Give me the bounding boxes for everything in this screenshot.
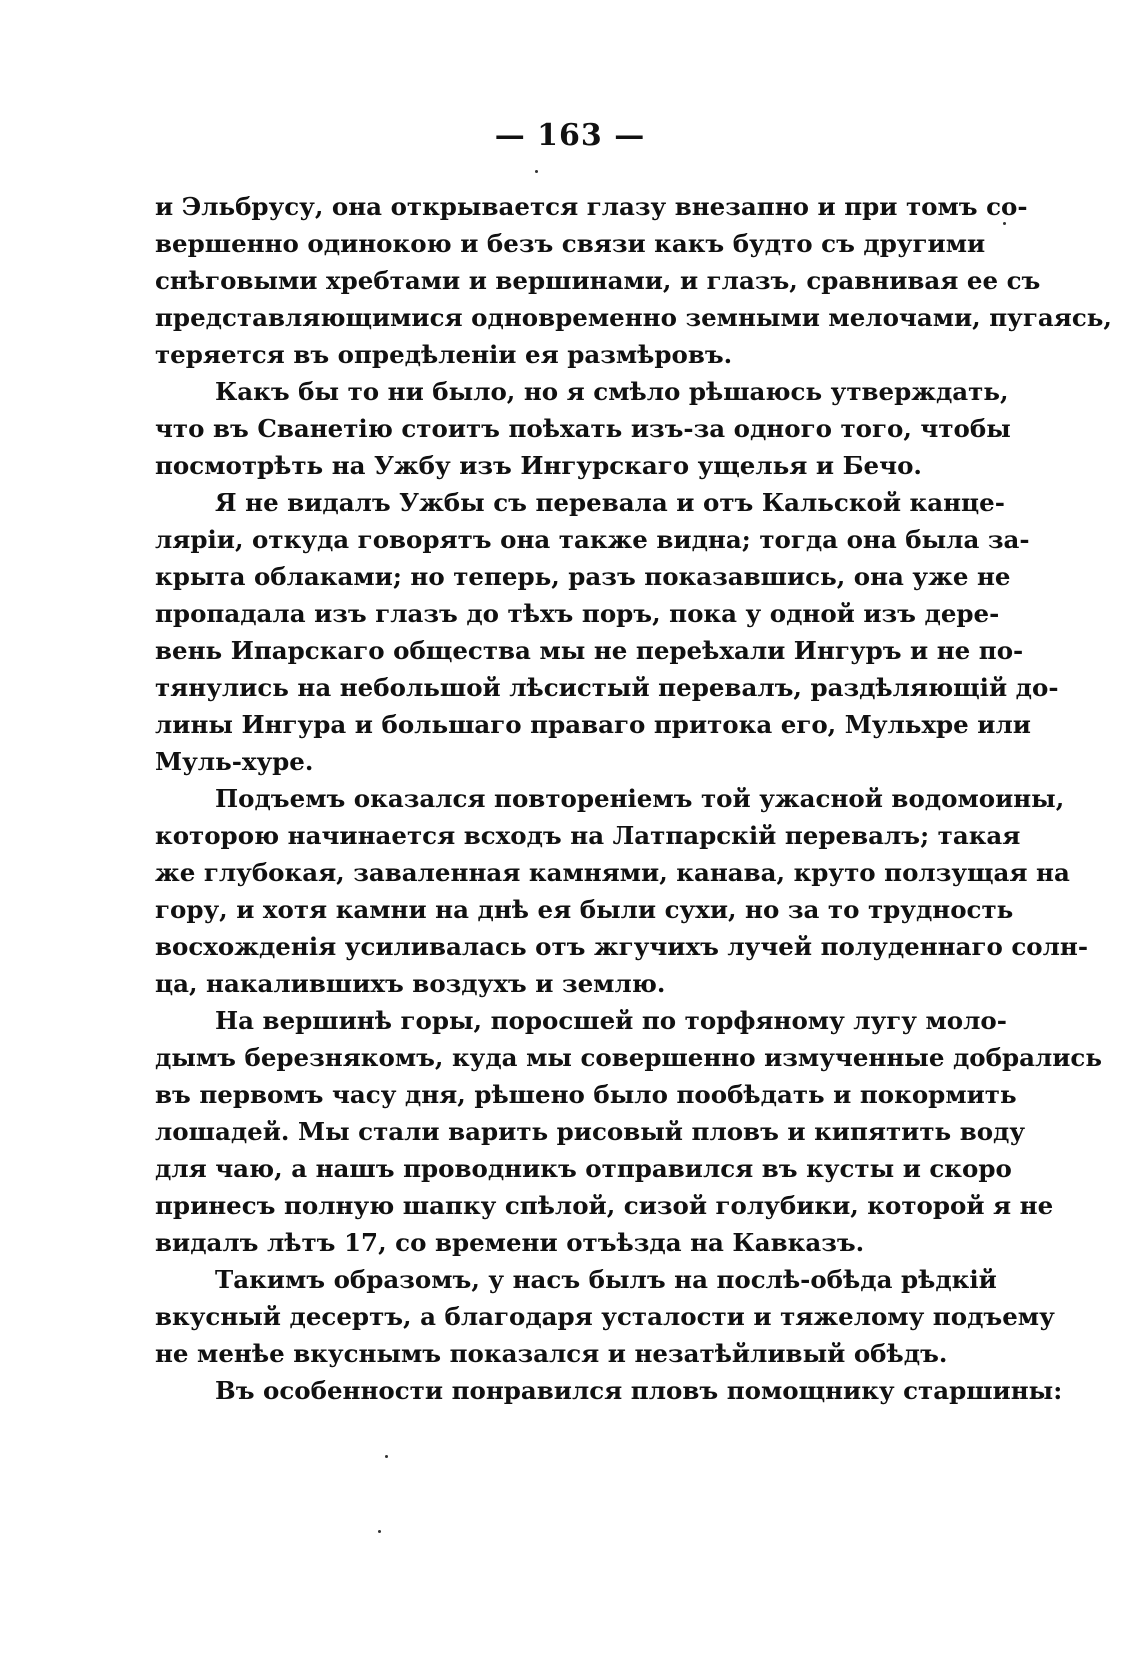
text-line: въ первомъ часу дня, рѣшено было пообѣдать и покормить (155, 1080, 1017, 1109)
text-line: представляющимися одновременно земными мелочами, пугаясь, (155, 303, 1112, 332)
text-line: На вершинѣ горы, поросшей по торфяному лугу моло- (215, 1006, 1007, 1035)
text-line: и Эльбрусу, она открывается глазу внезапно и при томъ со- (155, 192, 1028, 221)
text-line: же глубокая, заваленная камнями, канава, круто ползущая на (155, 858, 1070, 887)
page-number: — 163 — (494, 118, 646, 153)
text-line: теряется въ опредѣленіи ея размѣровъ. (155, 340, 733, 369)
text-line: посмотрѣть на Ужбу изъ Ингурскаго ущелья и Бечо. (155, 451, 922, 480)
text-line: не менѣе вкуснымъ показался и незатѣйливый обѣдъ. (155, 1339, 948, 1368)
text-line: Какъ бы то ни было, но я смѣло рѣшаюсь утверждать, (215, 377, 1009, 406)
text-line: крыта облаками; но теперь, разъ показавшись, она уже не (155, 562, 1011, 591)
scan-speck (378, 1530, 381, 1533)
text-line: ляріи, откуда говорятъ она также видна; тогда она была за- (155, 525, 1030, 554)
text-line: принесъ полную шапку спѣлой, сизой голубики, которой я не (155, 1191, 1054, 1220)
scan-speck (385, 1455, 388, 1458)
text-line: Въ особенности понравился пловъ помощнику старшины: (215, 1376, 1063, 1405)
text-line: пропадала изъ глазъ до тѣхъ поръ, пока у одной изъ дере- (155, 599, 1000, 628)
text-line: снѣговыми хребтами и вершинами, и глазъ, сравнивая ее съ (155, 266, 1041, 295)
text-line: гору, и хотя камни на днѣ ея были сухи, но за то трудность (155, 895, 1014, 924)
text-line: восхожденія усиливалась отъ жгучихъ лучей полуденнаго солн- (155, 932, 1088, 961)
text-line: которою начинается всходъ на Латпарскій перевалъ; такая (155, 821, 1021, 850)
text-line: лошадей. Мы стали варить рисовый пловъ и кипятить воду (155, 1117, 1026, 1146)
text-line: Муль-хуре. (155, 747, 314, 776)
text-line: ца, накалившихъ воздухъ и землю. (155, 969, 666, 998)
scan-speck (535, 170, 538, 173)
text-line: вкусный десертъ, а благодаря усталости и тяжелому подъему (155, 1302, 1055, 1331)
text-line: видалъ лѣтъ 17, со времени отъѣзда на Кавказъ. (155, 1228, 865, 1257)
text-line: Такимъ образомъ, у насъ былъ на послѣ-обѣда рѣдкій (215, 1265, 997, 1294)
body-text (155, 188, 1112, 1409)
text-line: для чаю, а нашъ проводникъ отправился въ кусты и скоро (155, 1154, 1012, 1183)
scan-speck (1003, 222, 1006, 225)
text-line: что въ Сванетію стоитъ поѣхать изъ-за одного того, чтобы (155, 414, 1011, 443)
text-line: дымъ березнякомъ, куда мы совершенно измученные добрались (155, 1043, 1102, 1072)
text-line: тянулись на небольшой лѣсистый перевалъ, раздѣляющій до- (155, 673, 1059, 702)
text-line: вень Ипарскаго общества мы не переѣхали Ингуръ и не по- (155, 636, 1024, 665)
text-line: вершенно одинокою и безъ связи какъ будто съ другими (155, 229, 986, 258)
text-line: лины Ингура и большаго праваго притока его, Мульхре или (155, 710, 1031, 739)
text-line: Подъемъ оказался повтореніемъ той ужасной водомоины, (215, 784, 1065, 813)
text-line: Я не видалъ Ужбы съ перевала и отъ Кальской канце- (215, 488, 1005, 517)
